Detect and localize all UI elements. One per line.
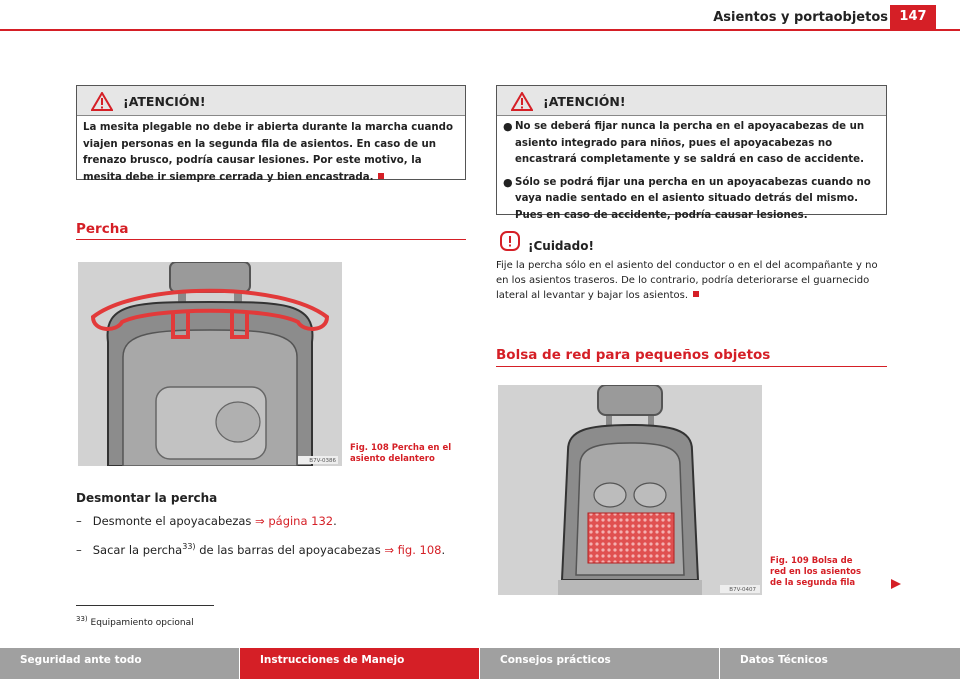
figure-109-caption: Fig. 109 Bolsa de red en los asientos de la segunda fila (770, 556, 862, 588)
warning-list (497, 116, 886, 228)
end-mark-icon (378, 173, 384, 179)
step-2: – Sacar la percha$^{33)}$ de las barras del apoyacabezas ⇒ fig. 108. (76, 542, 446, 557)
warning-label: ¡ATENCIÓN! (543, 94, 626, 109)
desmontar-heading: Desmontar la percha (76, 491, 218, 505)
figure-109-image (498, 385, 762, 595)
footer-tab-seguridad[interactable]: Seguridad ante todo (0, 648, 240, 679)
warning-text: La mesita plegable no debe ir abierta durante la marcha cuando viajen personas en la segunda fila de asientos. En caso de un frenazo brusco, podría causar lesiones. Por este motivo, la mesita debe ir siempre cerrada y bien encastrada. (83, 122, 453, 183)
header-rule (0, 29, 960, 31)
warning-label: ¡ATENCIÓN! (123, 94, 206, 109)
footnote-rule (76, 605, 214, 606)
warning-triangle-icon (511, 92, 533, 111)
warning-header (497, 86, 886, 116)
section-rule (76, 239, 466, 240)
figure-108-image (78, 262, 342, 466)
link-page-132[interactable]: página 132 (268, 514, 334, 528)
warning-triangle-icon (91, 92, 113, 111)
footer-nav (0, 648, 960, 679)
warning-box-percha (496, 85, 887, 221)
bullet-icon: ● (503, 120, 513, 133)
warning-header (77, 86, 465, 116)
end-mark-icon (693, 291, 699, 297)
net-pocket-illustration (498, 385, 762, 595)
footnote-ref[interactable]: 33) (182, 542, 196, 551)
warning-bullet: ● Sólo se podrá fijar una percha en un apoyacabezas cuando no vaya nadie sentado en el asiento situado detrás del mismo. Pues en caso de accidente, podría causar lesiones. (503, 175, 880, 225)
bullet-icon: ● (503, 175, 513, 189)
step-1: – Desmonte el apoyacabezas ⇒ página 132. (76, 514, 337, 528)
warning-bullet: ● No se deberá fijar nunca la percha en el apoyacabezas de un asiento integrado para niños, pues el apoyacabezas no encastrará completamente y se saldrá en caso de accidente. (503, 119, 880, 169)
section-title-bolsa: Bolsa de red para pequeños objetos (496, 347, 771, 363)
caution-text: Fije la percha sólo en el asiento del conductor o en el del acompañante y no en los asientos traseros. De lo contrario, podría deteriorarse el guarnecido lateral al levantar y bajar los asientos. (496, 260, 878, 301)
coat-hanger-illustration (78, 262, 342, 466)
footer-tab-instrucciones[interactable]: Instrucciones de Manejo (240, 648, 480, 679)
footer-tab-datos[interactable]: Datos Técnicos (720, 648, 960, 679)
arrow-icon: ⇒ (384, 542, 394, 557)
arrow-icon: ⇒ (255, 514, 265, 528)
caution-label: ¡Cuidado! (528, 239, 594, 253)
section-rule (496, 366, 887, 367)
page-number: 147 (890, 5, 936, 29)
footnote: $^{33)}$ Equipamiento opcional (76, 615, 194, 628)
figure-code: B7V-0407 (729, 587, 756, 593)
link-fig-108[interactable]: fig. 108 (397, 542, 442, 557)
running-header: Asientos y portaobjetos (713, 10, 888, 25)
warning-box-mesita (76, 85, 466, 183)
caution-icon (500, 231, 520, 251)
figure-108-caption: Fig. 108 Percha en el asiento delantero (350, 443, 452, 464)
footer-tab-consejos[interactable]: Consejos prácticos (480, 648, 720, 679)
figure-code: B7V-0386 (309, 458, 336, 464)
section-title-percha: Percha (76, 221, 129, 237)
continue-arrow-icon[interactable] (890, 578, 902, 590)
